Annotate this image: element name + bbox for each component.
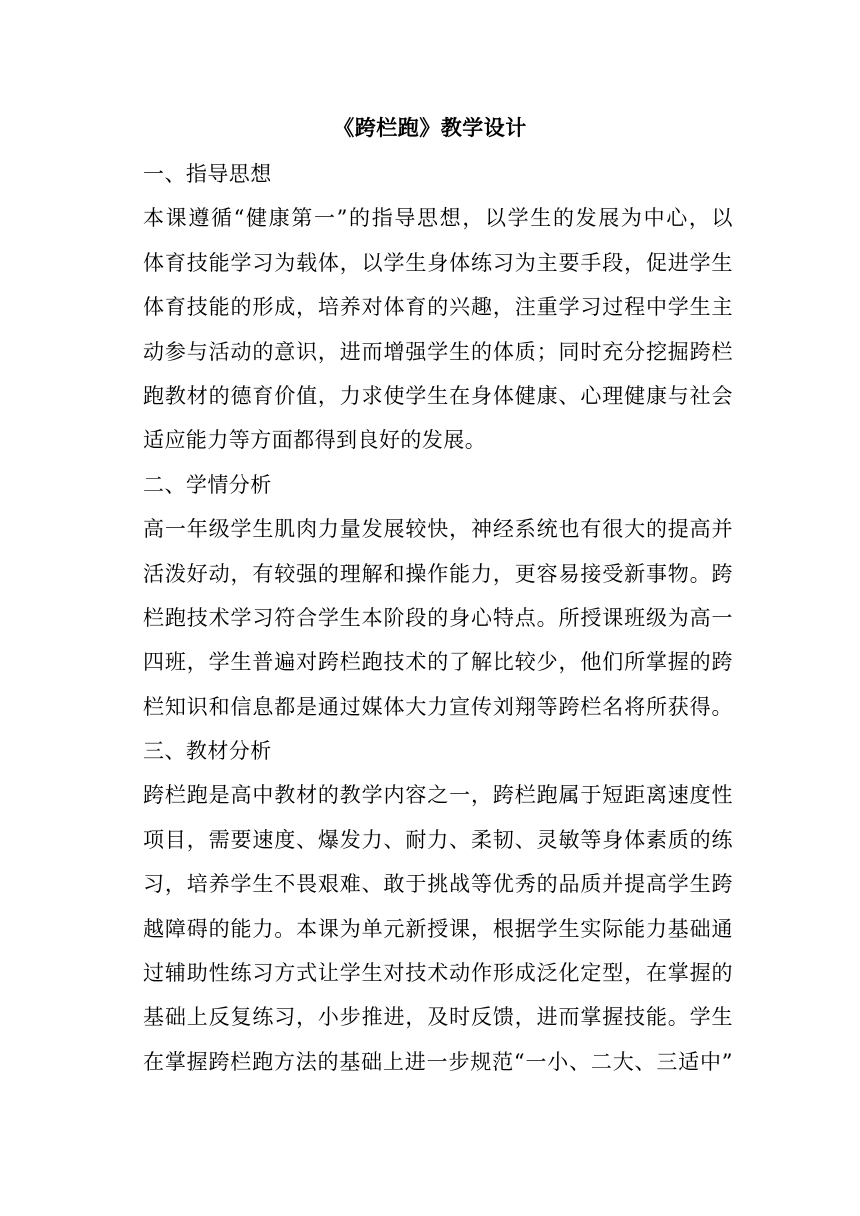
paragraph-line: 栏跑技术学习符合学生本阶段的身心特点。所授课班级为高一: [143, 605, 733, 630]
paragraph-line: 越障碍的能力。本课为单元新授课，根据学生实际能力基础通: [143, 916, 733, 941]
paragraph-line: 高一年级学生肌肉力量发展较快，神经系统也有很大的提高并: [143, 517, 733, 542]
section-heading-student-analysis: 二、学情分析: [143, 472, 272, 497]
document-body: [143, 156, 733, 1088]
paragraph-line: 体育技能的形成，培养对体育的兴趣，注重学习过程中学生主: [143, 295, 733, 320]
section-heading-guiding-ideology: 一、指导思想: [143, 162, 272, 186]
paragraph-line: 跑教材的德育价值，力求使学生在身体健康、心理健康与社会: [143, 383, 733, 408]
section-heading-material-analysis: 三、教材分析: [143, 739, 272, 764]
paragraph-line: 四班，学生普遍对跨栏跑技术的了解比较少，他们所掌握的跨: [143, 650, 733, 675]
paragraph-line: 本课遵循“健康第一”的指导思想，以学生的发展为中心，以: [143, 206, 733, 231]
document-title: 《跨栏跑》教学设计: [333, 116, 527, 140]
paragraph-line: 在掌握跨栏跑方法的基础上进一步规范“一小、二大、三适中”: [143, 1049, 733, 1074]
paragraph-line: 体育技能学习为载体，以学生身体练习为主要手段，促进学生: [143, 250, 733, 275]
paragraph-line: 过辅助性练习方式让学生对技术动作形成泛化定型，在掌握的: [143, 961, 733, 986]
paragraph-line: 栏知识和信息都是通过媒体大力宣传刘翔等跨栏名将所获得。: [143, 694, 733, 719]
paragraph-line: 习，培养学生不畏艰难、敢于挑战等优秀的品质并提高学生跨: [143, 872, 733, 897]
paragraph-line: 动参与活动的意识，进而增强学生的体质；同时充分挖掘跨栏: [143, 339, 733, 364]
paragraph-line: 跨栏跑是高中教材的教学内容之一，跨栏跑属于短距离速度性: [143, 783, 733, 808]
paragraph-line: 活泼好动，有较强的理解和操作能力，更容易接受新事物。跨: [143, 561, 733, 586]
paragraph-line: 适应能力等方面都得到良好的发展。: [143, 428, 487, 453]
paragraph-line: 项目，需要速度、爆发力、耐力、柔韧、灵敏等身体素质的练: [143, 827, 733, 852]
paragraph-line: 基础上反复练习，小步推进，及时反馈，进而掌握技能。学生: [143, 1005, 733, 1030]
